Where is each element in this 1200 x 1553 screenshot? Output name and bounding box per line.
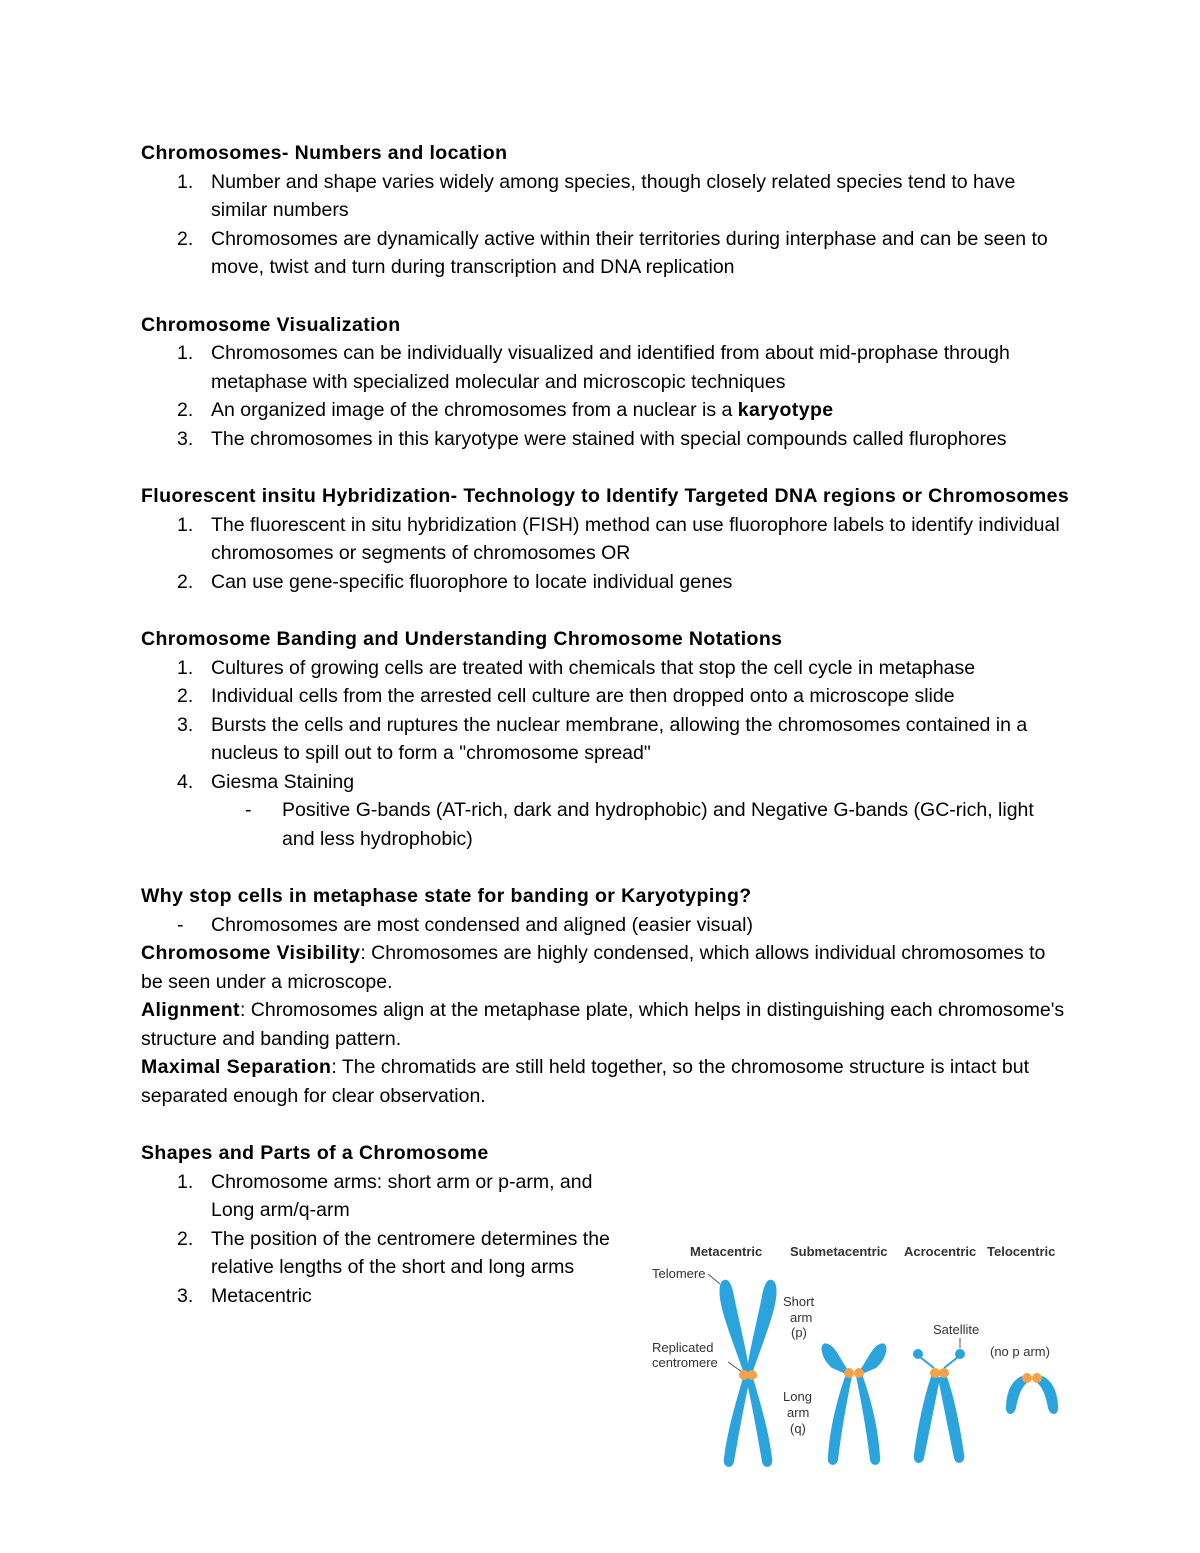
list-number: 2. (177, 399, 194, 421)
sub-list-item: - Positive G-bands (AT-rich, dark and hydrophobic) and Negative G-bands (GC-rich, light and less hydrophobic) (141, 796, 1071, 853)
numbered-list (141, 511, 1071, 597)
dash-list-item: - Chromosomes are most condensed and aligned (easier visual) (141, 911, 1071, 940)
list-item: 1. Chromosomes can be individually visualized and identified from about mid-prophase through metaphase with specialized molecular and microscopic techniques (141, 339, 1071, 396)
chromosome-diagram (648, 1236, 1068, 1476)
list-number: 2. (177, 227, 194, 250)
document-content (141, 139, 1071, 1310)
label-short-arm-2: arm (790, 1310, 813, 1325)
list-number: 2. (177, 570, 194, 593)
term-paragraph: Chromosome Visibility: Chromosomes are highly condensed, which allows individual chromosomes to be seen under a microscope. (141, 942, 1046, 993)
list-number: 4. (177, 770, 194, 793)
label-long-arm-1: Long (783, 1389, 812, 1404)
numbered-list (141, 1168, 631, 1311)
numbered-list (141, 168, 1071, 282)
list-item: 2. An organized image of the chromosomes from a nuclear is a karyotype (141, 396, 1071, 425)
label-replicated-2: centromere (652, 1355, 718, 1370)
dash-bullet: - (177, 913, 184, 936)
list-number: 2. (177, 685, 194, 707)
list-item: 3. Bursts the cells and ruptures the nuclear membrane, allowing the chromosomes contained in a nucleus to spill out to form a "chromosome spread" (141, 711, 1071, 768)
list-item: 3. The chromosomes in this karyotype were stained with special compounds called flurophores (141, 425, 1071, 454)
metacentric-chromosome (720, 1280, 777, 1467)
section-heading: Chromosome Visualization (141, 313, 401, 336)
list-number: 1. (177, 342, 194, 364)
term-label: Alignment (141, 999, 240, 1021)
list-item: 2. Can use gene-specific fluorophore to locate individual genes (141, 568, 1071, 597)
list-item: 1. Chromosome arms: short arm or p-arm, and Long arm/q-arm (141, 1168, 631, 1225)
list-number: 1. (177, 513, 194, 536)
list-item: 1. Number and shape varies widely among species, though closely related species tend to have similar numbers (141, 168, 1071, 225)
numbered-list (141, 654, 1071, 797)
label-long-arm-2: arm (787, 1405, 810, 1420)
leader-centromere (728, 1362, 742, 1372)
section-heading: Chromosome Banding and Understanding Chromosome Notations (141, 628, 783, 650)
list-item: 2. Chromosomes are dynamically active within their territories during interphase and can be seen to move, twist and turn during transcription and DNA replication (141, 225, 1071, 282)
list-item: 1. The fluorescent in situ hybridization (FISH) method can use fluorophore labels to identify individual chromosomes or segments of chromosomes OR (141, 511, 1071, 568)
label-long-arm-3: (q) (790, 1421, 806, 1436)
chromosome-types-figure (648, 1236, 1068, 1476)
term-paragraph: Maximal Separation: The chromatids are still held together, so the chromosome structure is intact but separated enough for clear observation. (141, 1056, 1029, 1107)
term-label: Chromosome Visibility (141, 942, 361, 964)
type-label-telocentric: Telocentric (987, 1244, 1056, 1259)
label-satellite: Satellite (933, 1322, 980, 1337)
submetacentric-chromosome (822, 1343, 887, 1465)
term-paragraph: Alignment: Chromosomes align at the metaphase plate, which helps in distinguishing each chromosome's structure and banding pattern. (141, 999, 1065, 1050)
type-label-submetacentric: Submetacentric (790, 1244, 888, 1259)
list-item: 4. Giesma Staining (141, 768, 1071, 797)
dash-bullet: - (245, 799, 252, 821)
list-item: 3. Metacentric (141, 1282, 631, 1311)
type-label-acrocentric: Acrocentric (904, 1244, 977, 1259)
list-number: 1. (177, 656, 194, 679)
label-telomere: Telomere (652, 1266, 706, 1281)
list-number: 1. (177, 1170, 194, 1193)
label-replicated-1: Replicated (652, 1340, 714, 1355)
section-heading: Fluorescent insitu Hybridization- Technology to Identify Targeted DNA regions or Chromosomes (141, 485, 1070, 507)
label-no-p-arm: (no p arm) (990, 1344, 1050, 1359)
karyotype-term: karyotype (737, 399, 834, 421)
list-item: 2. Individual cells from the arrested cell culture are then dropped onto a microscope slide (141, 682, 1071, 711)
section-heading: Why stop cells in metaphase state for banding or Karyotyping? (141, 885, 752, 907)
leader-telomere (708, 1274, 720, 1284)
label-short-arm-1: Short (783, 1294, 815, 1309)
section-heading: Chromosomes- Numbers and location (141, 142, 508, 164)
list-number: 2. (177, 1227, 194, 1250)
term-label: Maximal Separation (141, 1056, 332, 1078)
telocentric-chromosome (1006, 1373, 1058, 1414)
numbered-list (141, 339, 1071, 453)
list-item: 1. Cultures of growing cells are treated with chemicals that stop the cell cycle in metaphase (141, 654, 1071, 683)
acrocentric-chromosome (913, 1349, 965, 1463)
list-number: 1. (177, 170, 194, 193)
section-heading: Shapes and Parts of a Chromosome (141, 1142, 489, 1164)
list-number: 3. (177, 713, 194, 736)
label-short-arm-3: (p) (791, 1325, 807, 1340)
list-number: 3. (177, 1284, 194, 1307)
list-number: 3. (177, 427, 194, 450)
type-label-metacentric: Metacentric (690, 1244, 763, 1259)
list-item: 2. The position of the centromere determines the relative lengths of the short and long arms (141, 1225, 631, 1282)
